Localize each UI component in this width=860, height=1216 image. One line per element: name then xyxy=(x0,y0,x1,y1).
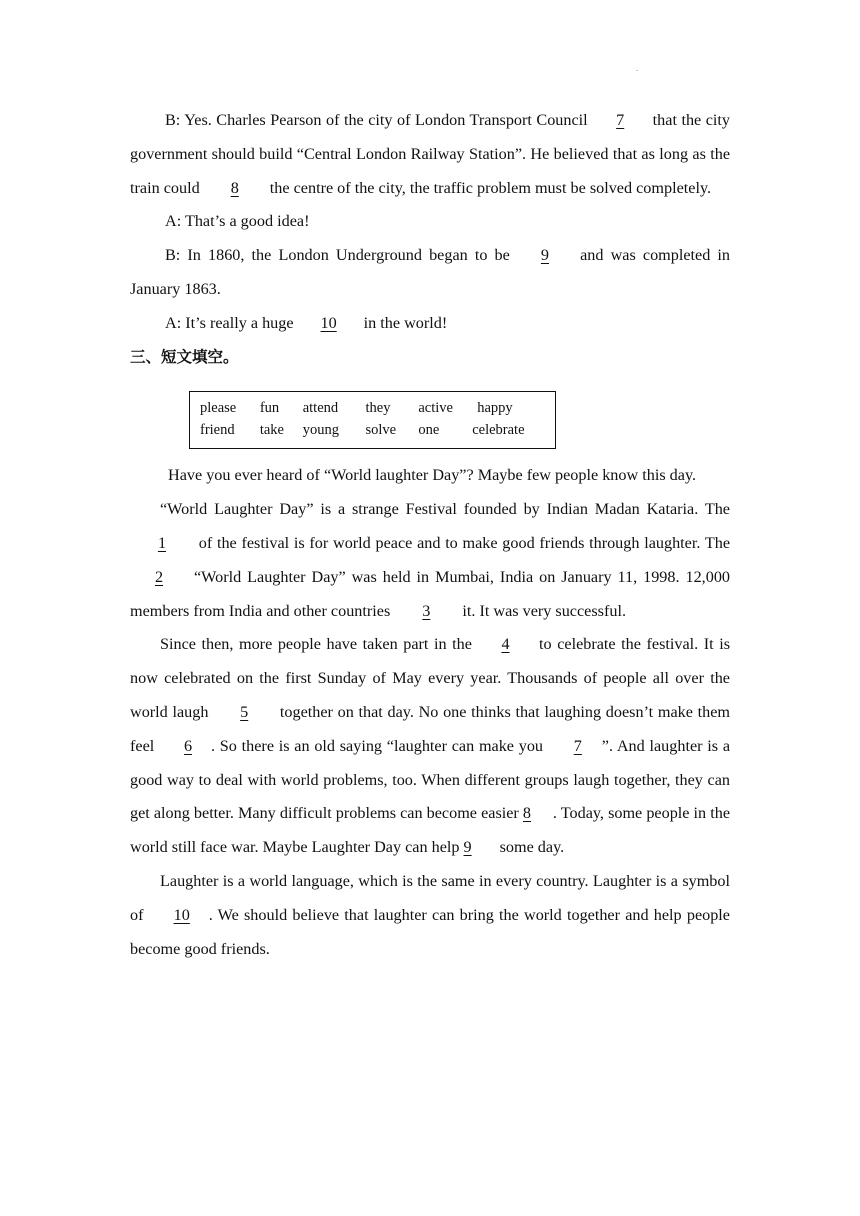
blank-9[interactable]: 9 xyxy=(463,838,472,857)
passage-paragraph-4 xyxy=(130,865,730,966)
word-option: take xyxy=(259,422,284,439)
blank-1[interactable]: 1 xyxy=(157,533,167,552)
word-option: happy xyxy=(477,400,513,417)
text: B: Yes. Charles Pearson of the city of London Transport Council xyxy=(165,111,588,129)
text: to celebrate the festival. It is now celebrated on the first Sunday of May every year. Thousands of people all over the world laugh xyxy=(130,635,730,721)
page-mark: . xyxy=(636,64,638,73)
dialogue-line-a2 xyxy=(130,307,730,341)
blank-8[interactable]: 8 xyxy=(522,804,532,823)
word-box xyxy=(189,391,556,449)
passage-paragraph-1: Have you ever heard of “World laughter Day”? Maybe few people know this day. xyxy=(168,466,697,485)
text: Since then, more people have taken part in the xyxy=(160,635,472,654)
blank-3[interactable]: 3 xyxy=(422,601,431,620)
word-option: one xyxy=(418,422,440,439)
text: together on that day. No one thinks that laughing doesn’t make them feel xyxy=(130,702,731,755)
blank-7[interactable]: 7 xyxy=(616,111,625,129)
word-option: fun xyxy=(259,400,280,417)
text: B: In 1860, the London Underground began to be xyxy=(165,246,510,265)
dialogue-line-b2 xyxy=(130,239,730,307)
blank-7[interactable]: 7 xyxy=(573,736,582,755)
word-option: they xyxy=(365,400,391,417)
text: A: It’s really a huge xyxy=(165,313,294,332)
section-title: 三、短文填空。 xyxy=(130,347,239,366)
text: in the world! xyxy=(363,313,448,332)
word-option: solve xyxy=(365,422,397,439)
word-option: active xyxy=(418,400,453,417)
word-option: young xyxy=(302,422,339,439)
text: that the city government should build “Central London Railway Station”. He believed that as long as the train could xyxy=(130,111,730,197)
blank-8[interactable]: 8 xyxy=(230,178,239,197)
word-box-row-1 xyxy=(200,397,545,419)
blank-6[interactable]: 6 xyxy=(183,736,193,755)
text: . Today, some people in the world still face war. Maybe Laughter Day can help xyxy=(130,804,731,857)
blank-2[interactable]: 2 xyxy=(154,567,164,586)
text: of the festival is for world peace and to make good friends through laughter. The xyxy=(198,533,730,552)
text: some day. xyxy=(499,838,565,857)
passage-paragraph-3 xyxy=(130,628,730,865)
word-option: attend xyxy=(302,400,339,417)
word-option: friend xyxy=(200,422,235,439)
blank-10[interactable]: 10 xyxy=(320,313,337,332)
text: the centre of the city, the traffic problem must be solved completely. xyxy=(269,178,712,197)
text: “World Laughter Day” is a strange Festival founded by Indian Madan Kataria. The xyxy=(160,500,730,519)
text: it. It was very successful. xyxy=(462,601,626,620)
passage-paragraph-2 xyxy=(130,493,730,628)
text: . We should believe that laughter can bring the world together and help people become good friends. xyxy=(130,905,730,958)
blank-10[interactable]: 10 xyxy=(173,905,190,924)
word-box-row-2 xyxy=(200,419,545,441)
word-option: please xyxy=(200,400,237,417)
word-option: celebrate xyxy=(472,422,525,439)
blank-9[interactable]: 9 xyxy=(540,246,550,265)
blank-4[interactable]: 4 xyxy=(501,635,510,654)
dialogue-line-b1 xyxy=(130,104,730,205)
text: and was completed in January 1863. xyxy=(130,246,731,298)
blank-5[interactable]: 5 xyxy=(240,702,249,721)
text: . So there is an old saying “laughter can make you xyxy=(211,736,544,755)
text: “World Laughter Day” was held in Mumbai, India on January 11, 1998. 12,000 members from India and other countries xyxy=(130,567,731,620)
text: ”. And laughter is a good way to deal with world problems, too. When different groups laugh together, they can get along better. Many difficult problems can become easier xyxy=(130,736,731,823)
text: Laughter is a world language, which is the same in every country. Laughter is a symbol of xyxy=(130,871,730,924)
dialogue-line-a1: A: That’s a good idea! xyxy=(165,212,310,231)
document-content xyxy=(130,104,730,966)
